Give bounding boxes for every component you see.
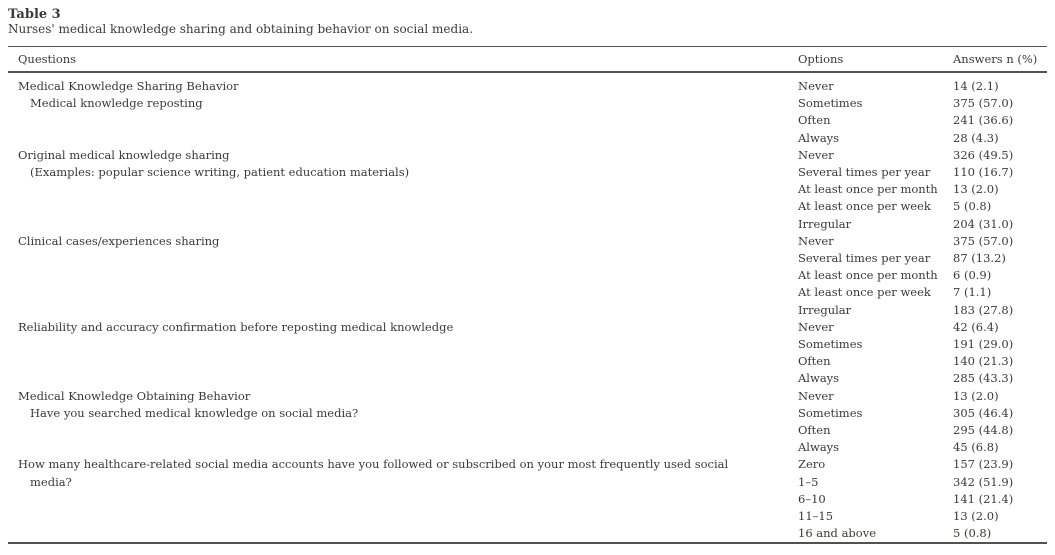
question-cell [8, 147, 788, 233]
table-row [8, 72, 1047, 95]
answer-cell: 285 (43.3) [953, 371, 1014, 386]
option-cell: 11–15 [798, 509, 834, 524]
table-row [8, 319, 1047, 336]
answer-cell: 157 (23.9) [953, 457, 1014, 472]
answer-cell: 183 (27.8) [953, 302, 1014, 317]
option-cell: Often [798, 113, 831, 128]
answer-cell: 305 (46.4) [953, 405, 1014, 420]
option-cell: At least once per month [798, 268, 938, 283]
option-cell: 1–5 [798, 474, 819, 489]
option-cell: Always [798, 440, 840, 455]
option-cell: Always [798, 371, 840, 386]
table-row [8, 233, 1047, 250]
table-row [8, 388, 1047, 405]
option-cell: At least once per week [798, 199, 931, 214]
option-cell: Zero [798, 457, 826, 472]
table-header [8, 47, 1047, 73]
answer-cell: 28 (4.3) [953, 130, 999, 145]
answer-cell: 14 (2.1) [953, 79, 999, 93]
answer-cell: 13 (2.0) [953, 509, 999, 524]
question-line: Medical knowledge reposting [30, 96, 203, 111]
question-line: (Examples: popular science writing, patient education materials) [30, 165, 410, 180]
answer-cell: 140 (21.3) [953, 354, 1014, 369]
answer-cell: 42 (6.4) [953, 319, 999, 334]
answer-cell: 204 (31.0) [953, 216, 1014, 231]
option-cell: Never [798, 388, 834, 403]
option-cell: Never [798, 79, 834, 93]
data-table [8, 46, 1047, 544]
table-caption: Nurses' medical knowledge sharing and obtaining behavior on social media. [8, 22, 474, 36]
option-cell: Often [798, 423, 831, 438]
option-cell: Often [798, 354, 831, 369]
option-cell: 6–10 [798, 491, 826, 506]
table-row [8, 456, 1047, 473]
answer-cell: 13 (2.0) [953, 388, 999, 403]
column-header-questions: Questions [8, 47, 788, 73]
option-cell: Never [798, 233, 834, 248]
answer-cell: 87 (13.2) [953, 251, 1006, 266]
option-cell: Never [798, 147, 834, 162]
option-cell: 16 and above [798, 526, 877, 541]
option-cell: Never [798, 319, 834, 334]
option-cell: At least once per week [798, 285, 931, 300]
question-line: media? [30, 474, 72, 489]
answer-cell: 6 (0.9) [953, 268, 992, 283]
answer-cell: 141 (21.4) [953, 491, 1014, 506]
option-cell: Sometimes [798, 337, 863, 352]
table-title: Table 3 [8, 7, 61, 22]
answer-cell: 326 (49.5) [953, 147, 1014, 162]
question-cell [8, 456, 788, 543]
answer-cell: 295 (44.8) [953, 423, 1014, 438]
question-cell [8, 72, 788, 147]
answer-cell: 241 (36.6) [953, 113, 1014, 128]
option-cell: Sometimes [798, 96, 863, 111]
question-line: Clinical cases/experiences sharing [18, 233, 220, 248]
answer-cell: 13 (2.0) [953, 182, 999, 197]
table-row [8, 147, 1047, 164]
answer-cell: 375 (57.0) [953, 233, 1014, 248]
question-cell [8, 388, 788, 457]
option-cell: Irregular [798, 302, 852, 317]
option-cell: Irregular [798, 216, 852, 231]
answer-cell: 191 (29.0) [953, 337, 1014, 352]
answer-cell: 342 (51.9) [953, 474, 1014, 489]
table-body [8, 72, 1047, 543]
question-line: Reliability and accuracy confirmation before reposting medical knowledge [18, 319, 454, 334]
header-row [8, 47, 1047, 73]
question-cell [8, 319, 788, 388]
answer-cell: 7 (1.1) [953, 285, 992, 300]
answer-cell: 110 (16.7) [953, 165, 1014, 180]
answer-cell: 45 (6.8) [953, 440, 999, 455]
option-cell: Several times per year [798, 251, 931, 266]
question-line: How many healthcare-related social media accounts have you followed or subscribed on your most frequently used social [18, 457, 729, 472]
option-cell: Several times per year [798, 165, 931, 180]
question-line: Original medical knowledge sharing [18, 147, 230, 162]
option-cell: Always [798, 130, 840, 145]
question-line: Medical Knowledge Sharing Behavior [18, 79, 239, 93]
question-line: Have you searched medical knowledge on social media? [30, 405, 359, 420]
option-cell: At least once per month [798, 182, 938, 197]
question-line: Medical Knowledge Obtaining Behavior [18, 388, 251, 403]
question-cell [8, 233, 788, 319]
answer-cell: 375 (57.0) [953, 96, 1014, 111]
option-cell: Sometimes [798, 405, 863, 420]
answer-cell: 5 (0.8) [953, 526, 992, 541]
column-header-options: Options [788, 47, 943, 73]
column-header-answers: Answers n (%) [943, 47, 1047, 73]
answer-cell: 5 (0.8) [953, 199, 992, 214]
